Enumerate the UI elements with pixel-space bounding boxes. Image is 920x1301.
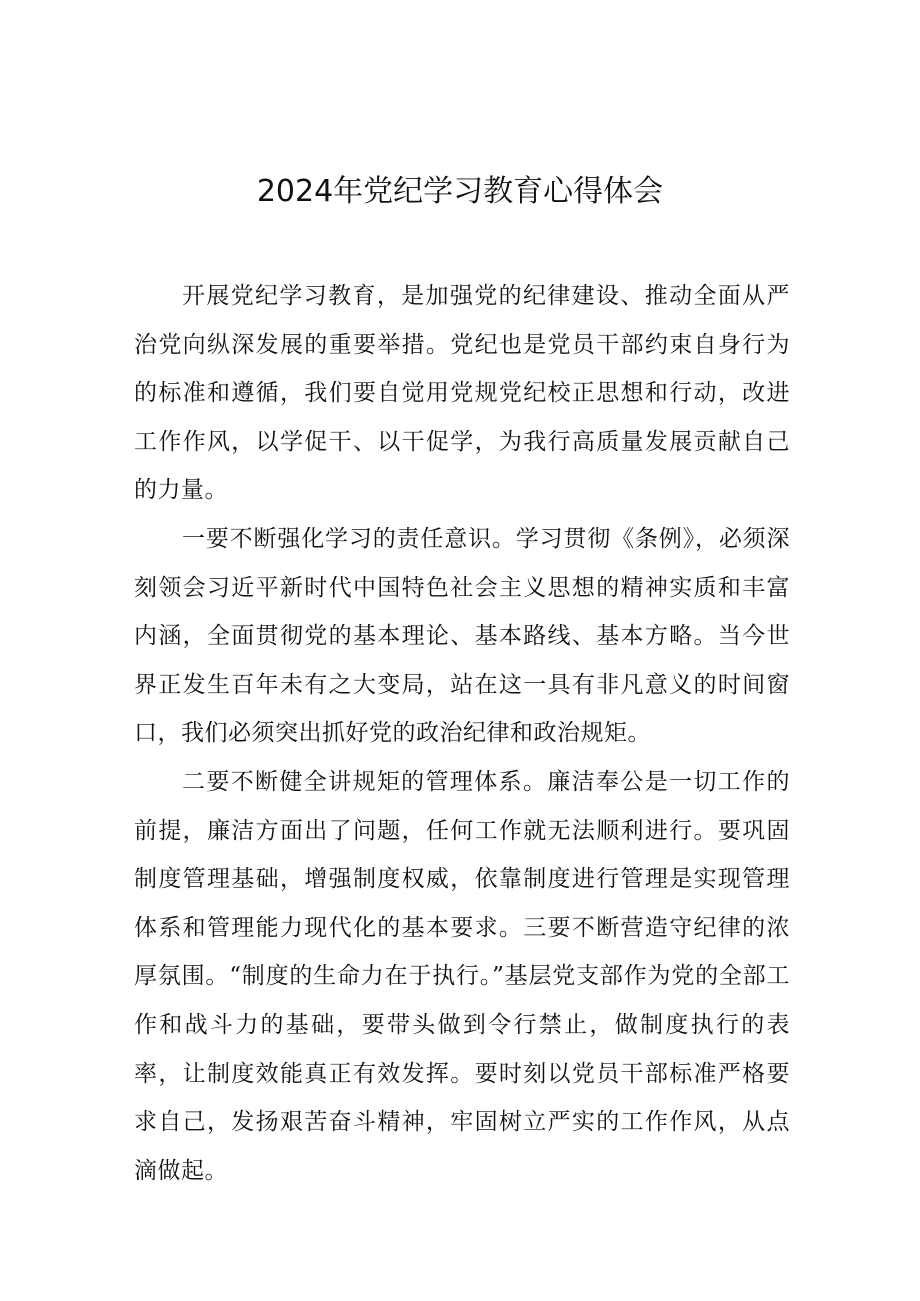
- paragraph-first-point: 一要不断强化学习的责任意识。学习贯彻《条例》，必须深刻领会习近平新时代中国特色社会主义思想的精神实质和丰富内涵，全面贯彻党的基本理论、基本路线、基本方略。当今世界正发生百年未有之大变局，站在这一具有非凡意义的时间窗口，我们必须突出抓好党的政治纪律和政治规矩。: [134, 525, 790, 747]
- paragraph-second-third-points: 二要不断健全讲规矩的管理体系。廉洁奉公是一切工作的前提，廉洁方面出了问题，任何工作就无法顺利进行。要巩固制度管理基础，增强制度权威，依靠制度进行管理是实现管理体系和管理能力现代化的基本要求。三要不断营造守纪律的浓厚氛围。“制度的生命力在于执行。”基层党支部作为党的全部工作和战斗力的基础，要带头做到令行禁止，做制度执行的表率，让制度效能真正有效发挥。要时刻以党员干部标准严格要求自己，发扬艰苦奋斗精神，牢固树立严实的工作作风，从点滴做起。: [134, 768, 790, 1184]
- paragraph-intro: 开展党纪学习教育，是加强党的纪律建设、推动全面从严治党向纵深发展的重要举措。党纪也是党员干部约束自身行为的标准和遵循，我们要自觉用党规党纪校正思想和行动，改进工作作风，以学促干、以干促学，为我行高质量发展贡献自己的力量。: [134, 283, 790, 504]
- document-body: [134, 272, 790, 1195]
- document-title: 2024年党纪学习教育心得体会: [256, 174, 664, 209]
